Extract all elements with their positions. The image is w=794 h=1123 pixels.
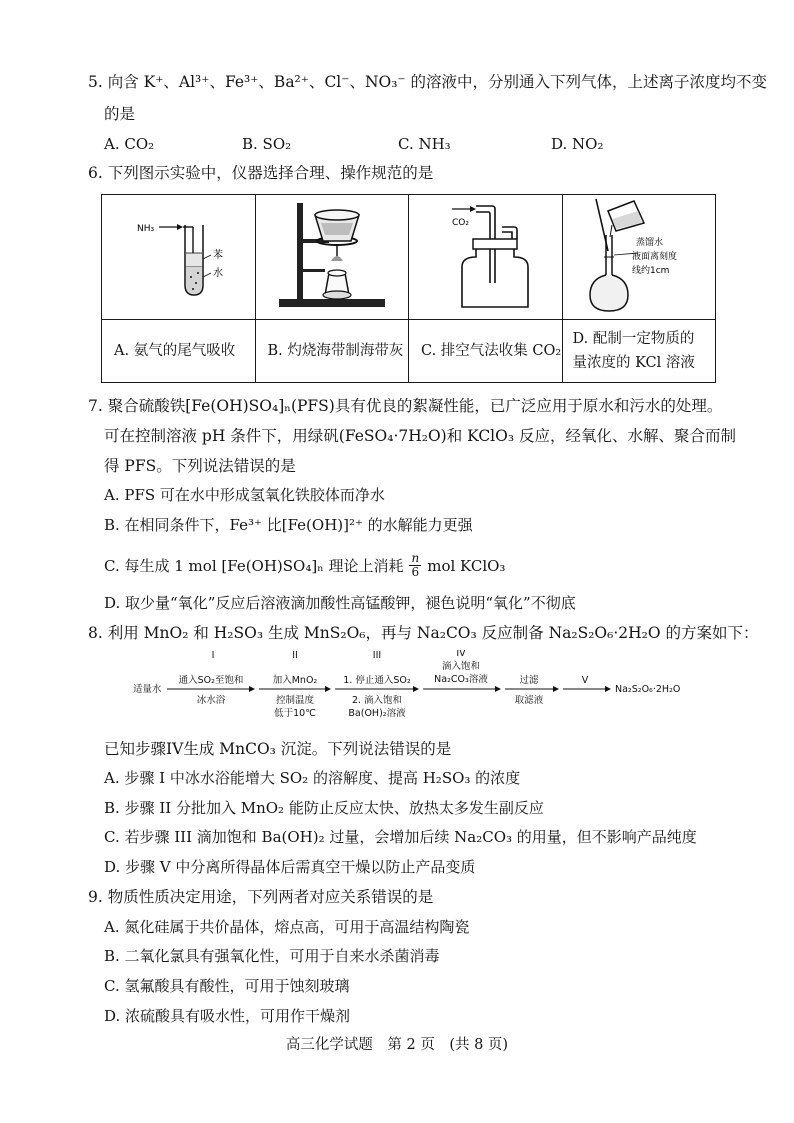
q7-option-d: D. 取少量“氧化”反应后溶液滴加酸性高锰酸钾，褪色说明“氧化”不彻底 xyxy=(104,594,576,612)
q5-option-c: C. NH₃ xyxy=(398,135,451,153)
q9-option-c: C. 氢氟酸具有酸性，可用于蚀刻玻璃 xyxy=(104,977,350,995)
flow-step1-top: 通入SO₂至饱和 xyxy=(178,675,244,686)
q8-option-a: A. 步骤 I 中冰水浴能增大 SO₂ 的溶解度、提高 H₂SO₃ 的浓度 xyxy=(104,769,521,787)
flow-step5-top: 过滤 xyxy=(519,675,539,686)
flow-product: Na₂S₂O₆·2H₂O xyxy=(615,684,681,695)
q7-option-a: A. PFS 可在水中形成氢氧化铁胶体而净水 xyxy=(104,486,385,504)
q5-stem-line2: 的是 xyxy=(104,105,136,123)
figure-b-cell xyxy=(255,195,409,320)
q8-option-b: B. 步骤 II 分批加入 MnO₂ 能防止反应太快、放热太多发生副反应 xyxy=(104,799,544,817)
q5-option-d: D. NO₂ xyxy=(551,135,604,153)
caption-d-line2: 量浓度的 KCl 溶液 xyxy=(572,355,695,371)
figure-b-crucible-burning xyxy=(257,195,407,315)
figure-d-note1: 蒸馏水 xyxy=(635,238,663,248)
q5-option-b: B. SO₂ xyxy=(242,135,292,153)
figure-c-cell xyxy=(409,195,563,320)
q5-stem-line1: 5. 向含 K⁺、Al³⁺、Fe³⁺、Ba²⁺、Cl⁻、NO₃⁻ 的溶液中，分别通入下列气体，上述离子浓度均不变 xyxy=(88,73,768,91)
flow-step2-top: 加入MnO₂ xyxy=(272,675,318,686)
flow-step3-bottom2: Ba(OH)₂溶液 xyxy=(348,708,406,719)
figure-d-volumetric-flask xyxy=(564,195,714,315)
fraction-numerator: n xyxy=(411,551,420,565)
figure-a-nh3-absorption xyxy=(103,195,253,315)
q7-option-c-text: C. 每生成 1 mol [Fe(OH)SO₄]ₙ 理论上消耗 xyxy=(104,556,404,575)
figure-c-gas-label: CO₂ xyxy=(452,218,470,228)
flow-step5-bottom: 取滤液 xyxy=(514,695,544,706)
flow-step2-bottom1: 控制温度 xyxy=(275,695,315,706)
q8-process-flowchart xyxy=(133,650,693,722)
q9-option-d: D. 浓硫酸具有吸水性，可用作干燥剂 xyxy=(104,1007,351,1025)
q8-option-c: C. 若步骤 III 滴加饱和 Ba(OH)₂ 过量，会增加后续 Na₂CO₃ 的用量，但不影响产品纯度 xyxy=(104,828,697,846)
q7-option-b: B. 在相同条件下，Fe³⁺ 比[Fe(OH)]²⁺ 的水解能力更强 xyxy=(104,516,473,534)
figure-a-gas-label: NH₃ xyxy=(137,224,155,234)
q7-option-c xyxy=(104,552,505,579)
page-footer: 高三化学试题 第 2 页 (共 8 页) xyxy=(285,1037,509,1053)
flow-step4-top1: 滴入饱和 xyxy=(441,661,481,672)
caption-d xyxy=(562,320,716,383)
q7-stem-line1: 7. 聚合硫酸铁[Fe(OH)SO₄]ₙ(PFS)具有优良的絮凝性能，已广泛应用于原水和污水的处理。 xyxy=(88,397,723,415)
figure-d-note2: 液面离刻度 xyxy=(631,252,677,262)
q7-stem-line3: 得 PFS。下列说法错误的是 xyxy=(104,457,296,475)
fraction-denominator: 6 xyxy=(411,565,420,579)
q8-option-d: D. 步骤 V 中分离所得晶体后需真空干燥以防止产品变质 xyxy=(104,858,476,876)
q5-option-a: A. CO₂ xyxy=(104,135,155,153)
caption-b: B. 灼烧海带制海带灰 xyxy=(255,320,409,383)
flow-start: 适量水 xyxy=(133,684,162,695)
q9-option-b: B. 二氧化氯具有强氧化性，可用于自来水杀菌消毒 xyxy=(104,947,440,965)
q6-stem: 6. 下列图示实验中，仪器选择合理、操作规范的是 xyxy=(88,164,434,182)
flow-step3-number: III xyxy=(372,650,382,661)
q7-option-c-fraction xyxy=(409,552,421,579)
q7-stem-line2: 可在控制溶液 pH 条件下，用绿矾(FeSO₄·7H₂O)和 KClO₃ 反应，经氧化、水解、聚合而制 xyxy=(104,427,736,445)
flow-step4-top2: Na₂CO₃溶液 xyxy=(434,674,488,685)
caption-c: C. 排空气法收集 CO₂ xyxy=(409,320,563,383)
figure-a-cell xyxy=(102,195,256,320)
figure-d-note3: 线约1cm xyxy=(631,266,670,276)
flow-step1-number: I xyxy=(211,650,215,661)
caption-d-line1: D. 配制一定物质的 xyxy=(572,331,695,347)
flow-step2-bottom2: 低于10℃ xyxy=(274,708,316,719)
flow-step4-number: IV xyxy=(456,650,466,659)
q8-stem: 8. 利用 MnO₂ 和 H₂SO₃ 生成 MnS₂O₆，再与 Na₂CO₃ 反应制备 Na₂S₂O₆·2H₂O 的方案如下： xyxy=(88,624,759,642)
flow-step1-bottom: 冰水浴 xyxy=(196,695,226,706)
q8-known: 已知步骤IV生成 MnCO₃ 沉淀。下列说法错误的是 xyxy=(104,740,452,758)
flow-step2-number: II xyxy=(292,650,298,661)
figure-a-water-label: 水 xyxy=(213,268,224,279)
q9-option-a: A. 氮化硅属于共价晶体，熔点高，可用于高温结构陶瓷 xyxy=(104,918,470,936)
figure-c-gas-collection xyxy=(410,195,560,315)
caption-a: A. 氨气的尾气吸收 xyxy=(102,320,256,383)
figure-a-benzene-label: 苯 xyxy=(213,250,224,261)
q7-option-c-unit: mol KClO₃ xyxy=(427,556,506,575)
q9-stem: 9. 物质性质决定用途，下列两者对应关系错误的是 xyxy=(88,888,434,906)
figure-d-cell xyxy=(562,195,716,320)
flow-step3-top: 1. 停止通入SO₂ xyxy=(343,675,411,686)
q6-apparatus-table xyxy=(101,194,716,383)
flow-step3-bottom1: 2. 滴入饱和 xyxy=(351,695,403,706)
flow-step6-number: V xyxy=(581,675,589,686)
